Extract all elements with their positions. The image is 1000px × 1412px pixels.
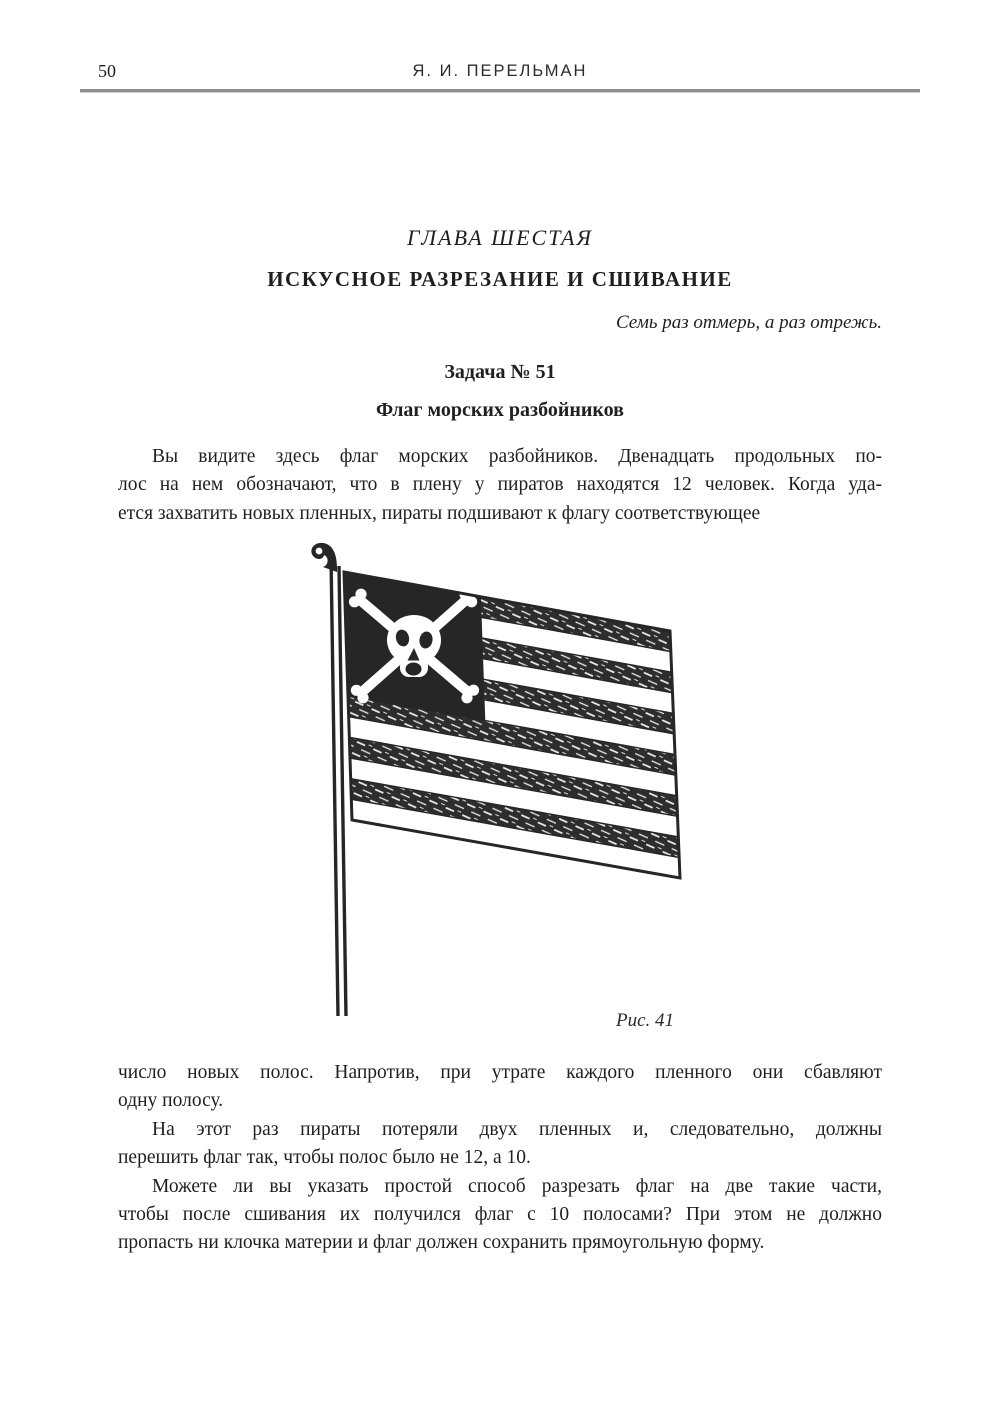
text-line: одну полосу. <box>118 1090 224 1112</box>
flag-cloth <box>344 572 680 878</box>
pirate-flag-figure <box>290 538 700 1038</box>
problem-number-heading: Задача № 51 <box>444 361 556 383</box>
text-line: Вы видите здесь флаг морских разбойников. Двенадцать продольных по- <box>152 446 882 467</box>
chapter-epigraph: Семь раз отмерь, а раз отрежь. <box>615 312 882 333</box>
paragraph <box>118 1059 882 1116</box>
flag-finial-icon <box>311 543 337 572</box>
text-line: ется захватить новых пленных, пираты подшивают к флагу соответствующее <box>118 502 761 524</box>
page-number: 50 <box>98 61 116 81</box>
text-line: перешить флаг так, чтобы полос было не 12, а 10. <box>118 1147 531 1169</box>
flag-pole <box>331 556 346 1016</box>
paragraph <box>118 1116 882 1173</box>
figure-caption: Рис. 41 <box>615 1010 675 1031</box>
text-line: Можете ли вы указать простой способ разрезать флаг на две такие части, <box>152 1175 882 1197</box>
header-rule <box>80 89 920 93</box>
chapter-title: ИСКУСНОЕ РАЗРЕЗАНИЕ И СШИВАНИЕ <box>267 267 733 291</box>
paragraph <box>118 1173 882 1258</box>
problem-title: Флаг морских разбойников <box>376 399 624 421</box>
text-line: лос на нем обозначают, что в плену у пиратов находятся 12 человек. Когда уда- <box>118 474 882 496</box>
text-line: пропасть ни клочка материи и флаг должен сохранить прямоугольную форму. <box>118 1232 765 1254</box>
chapter-kicker: ГЛАВА ШЕСТАЯ <box>407 225 593 250</box>
running-head: Я. И. ПЕРЕЛЬМАН <box>412 62 588 80</box>
pirate-flag-illustration <box>290 538 700 1038</box>
text-line: число новых полос. Напротив, при утрате каждого пленного они сбавляют <box>118 1062 882 1083</box>
paragraph <box>118 443 882 528</box>
text-line: чтобы после сшивания их получился флаг с 10 полосами? При этом не должно <box>118 1204 882 1226</box>
body-text-block <box>118 1059 882 1258</box>
text-line: На этот раз пираты потеряли двух пленных и, следовательно, должны <box>152 1118 882 1140</box>
